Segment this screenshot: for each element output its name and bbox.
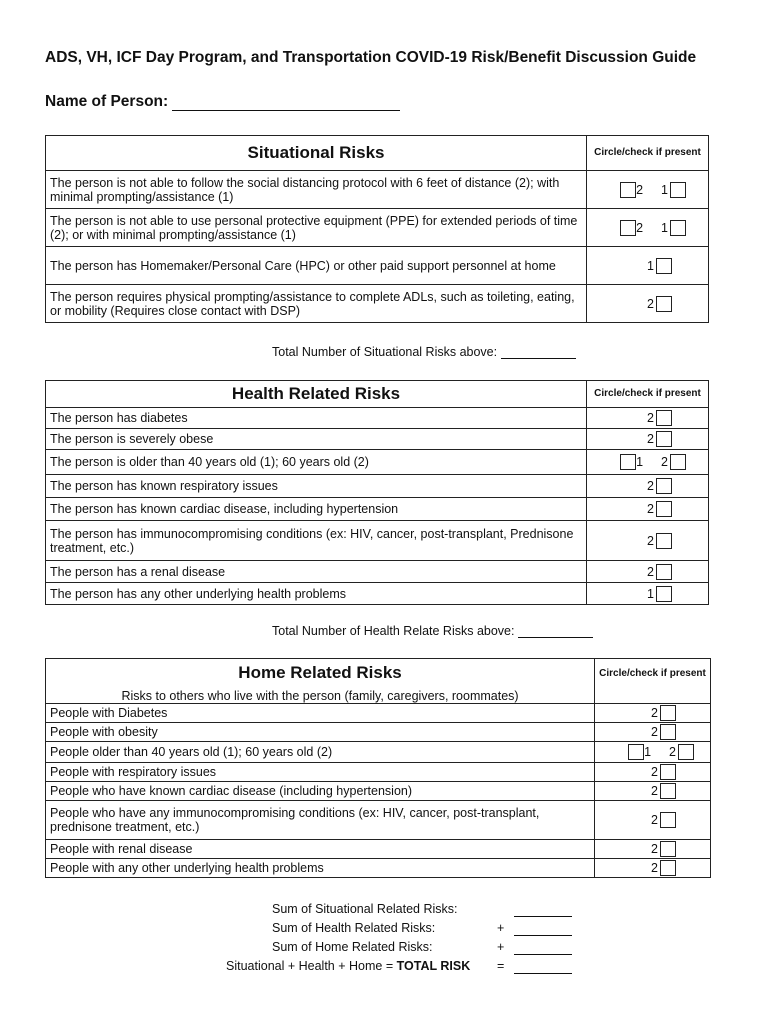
health-row: The person has any other underlying health problems — [46, 583, 587, 605]
checkbox[interactable] — [656, 258, 672, 274]
home-row: People who have any immunocompromising conditions (ex: HIV, cancer, post-transplant, prednisone treatment, etc.) — [46, 801, 595, 840]
situational-row: The person is not able to use personal protective equipment (PPE) for extended periods of time (2); or with minimal prompting/assistance (1) — [46, 209, 587, 247]
health-row: The person is older than 40 years old (1); 60 years old (2) — [46, 450, 587, 475]
checkbox[interactable] — [660, 841, 676, 857]
sum-health[interactable]: Sum of Health Related Risks: — [272, 921, 436, 935]
checkbox[interactable] — [670, 220, 686, 236]
home-risks-table: Home Related Risks Risks to others who live with the person (family, caregivers, roommates) Circle/check if present People with Diabetes 2 People with obesity 2 People older than 40 years old (1); 60 years old (2) 1 2 People with respiratory issues 2 People who have known cardiac disease (including hypertension) 2 People who have any immunocompromising conditions (ex: HIV, cancer, post-transplant, prednisone treatment, etc.) 2 People with renal disease 2 People with any other underlying health problems 2 — [45, 658, 711, 878]
home-row: People with Diabetes — [46, 704, 595, 723]
sum-situational[interactable]: Sum of Situational Related Risks: — [272, 902, 458, 916]
health-row: The person has diabetes — [46, 408, 587, 429]
home-row: People who have known cardiac disease (including hypertension) — [46, 782, 595, 801]
situational-check-cell[interactable]: 2 — [587, 285, 709, 323]
sum-health-blank[interactable] — [514, 923, 572, 936]
checkbox[interactable] — [660, 705, 676, 721]
checkbox[interactable] — [656, 501, 672, 517]
situational-row: The person requires physical prompting/assistance to complete ADLs, such as toileting, eating, or mobility (Requires close contact with DSP) — [46, 285, 587, 323]
checkbox[interactable] — [620, 182, 636, 198]
situational-risks-table — [45, 135, 709, 323]
health-row: The person is severely obese — [46, 429, 587, 450]
checkbox[interactable] — [620, 454, 636, 470]
health-row: The person has known respiratory issues — [46, 475, 587, 498]
checkbox[interactable] — [660, 724, 676, 740]
health-row: The person has immunocompromising conditions (ex: HIV, cancer, post-transplant, Prednisone treatment, etc.) — [46, 521, 587, 561]
document-title: ADS, VH, ICF Day Program, and Transportation COVID-19 Risk/Benefit Discussion Guide — [45, 49, 697, 66]
sum-situational-blank[interactable] — [514, 904, 572, 917]
checkbox[interactable] — [656, 533, 672, 549]
checkbox[interactable] — [656, 296, 672, 312]
name-blank-line[interactable] — [172, 95, 400, 111]
situational-check-cell[interactable]: 2 1 — [587, 171, 709, 209]
health-row: The person has known cardiac disease, including hypertension — [46, 498, 587, 521]
health-col-header: Circle/check if present — [587, 381, 709, 408]
checkbox[interactable] — [656, 564, 672, 580]
checkbox[interactable] — [620, 220, 636, 236]
checkbox[interactable] — [656, 431, 672, 447]
checkbox[interactable] — [628, 744, 644, 760]
checkbox[interactable] — [678, 744, 694, 760]
sum-home[interactable]: Sum of Home Related Risks: — [272, 940, 433, 954]
health-risks-table: Health Related Risks Circle/check if present The person has diabetes 2 The person is severely obese 2 The person is older than 40 years old (1); 60 years old (2) 1 2 The person has known respiratory issues 2 The person has known cardiac disease, including hypertension 2 The person has immunocompromising conditions (ex: HIV, cancer, post-transplant, Prednisone treatment, etc.) 2 The person has a renal disease 2 The person has any other underlying health problems 1 — [45, 380, 709, 605]
health-total-blank[interactable] — [518, 625, 593, 638]
sum-home-blank[interactable] — [514, 942, 572, 955]
checkbox[interactable] — [660, 764, 676, 780]
checkbox[interactable] — [670, 182, 686, 198]
situational-total-blank[interactable] — [501, 346, 576, 359]
health-risks-title: Health Related Risks — [46, 381, 587, 408]
situational-risks-title: Situational Risks — [46, 136, 587, 171]
name-of-person-field[interactable] — [45, 93, 400, 111]
name-label: Name of Person: — [45, 93, 169, 110]
checkbox[interactable] — [656, 586, 672, 602]
situational-row: The person is not able to follow the social distancing protocol with 6 feet of distance (2); with minimal prompting/assistance (1) — [46, 171, 587, 209]
situational-check-cell[interactable]: 1 — [587, 247, 709, 285]
checkbox[interactable] — [656, 410, 672, 426]
home-row: People with any other underlying health problems — [46, 859, 595, 878]
situational-col-header: Circle/check if present — [587, 136, 709, 171]
health-row: The person has a renal disease — [46, 561, 587, 583]
situational-check-cell[interactable]: 2 1 — [587, 209, 709, 247]
home-row: People older than 40 years old (1); 60 years old (2) — [46, 742, 595, 763]
home-risks-subtitle: Risks to others who live with the person (family, caregivers, roommates) — [121, 689, 519, 703]
home-row: People with respiratory issues — [46, 763, 595, 782]
home-col-header: Circle/check if present — [595, 659, 711, 704]
checkbox[interactable] — [660, 860, 676, 876]
checkbox[interactable] — [656, 478, 672, 494]
total-risk-label: TOTAL RISK — [396, 959, 471, 973]
checkbox[interactable] — [670, 454, 686, 470]
checkbox[interactable] — [660, 812, 676, 828]
home-row: People with renal disease — [46, 840, 595, 859]
checkbox[interactable] — [660, 783, 676, 799]
sum-total-risk[interactable]: Situational + Health + Home = TOTAL RISK — [226, 959, 471, 973]
home-risks-title: Home Related Risks — [238, 663, 402, 682]
situational-row: The person has Homemaker/Personal Care (HPC) or other paid support personnel at home — [46, 247, 587, 285]
home-row: People with obesity — [46, 723, 595, 742]
sum-total-blank[interactable] — [514, 961, 572, 974]
health-total[interactable]: Total Number of Health Relate Risks above: — [272, 624, 593, 638]
situational-total[interactable]: Total Number of Situational Risks above: — [272, 345, 576, 359]
